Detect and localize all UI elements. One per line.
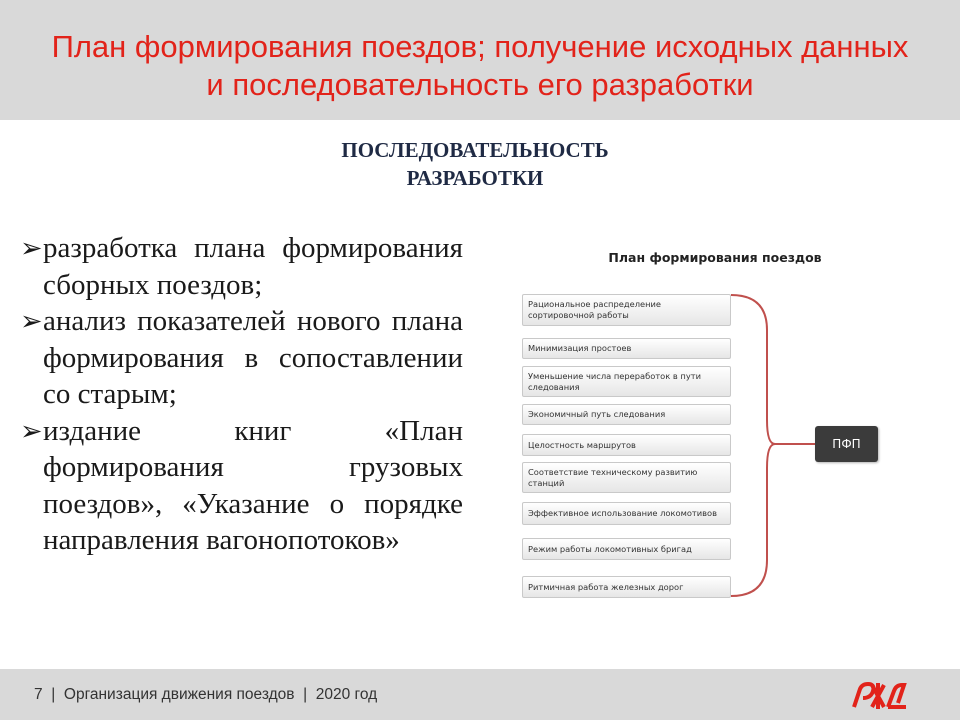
- footer-year: 2020 год: [315, 686, 378, 703]
- page-number: 7: [34, 686, 43, 703]
- bullet-item: [20, 413, 463, 559]
- slide-title: План формирования поездов; получение исходных данных и последовательность его разработки: [51, 29, 909, 102]
- bullet-text: разработка плана формирования сборных поездов;: [43, 232, 463, 301]
- footer-band: [0, 669, 960, 720]
- pfp-box: ПФП: [815, 426, 878, 462]
- bullet-text: издание книг «План формирования грузовых поездов», «Указание о порядке направления вагонопотоков»: [43, 414, 463, 556]
- arrow-bullet-icon: ➢: [20, 306, 43, 336]
- bullet-text: анализ показателей нового плана формирования в сопоставлении со старым;: [43, 305, 463, 410]
- bullet-item: [20, 303, 463, 413]
- diagram-title: План формирования поездов: [608, 250, 822, 265]
- header-band: [0, 0, 960, 120]
- section-subtitle: ПОСЛЕДОВАТЕЛЬНОСТЬ РАЗРАБОТКИ: [341, 138, 609, 190]
- pfp-diagram: [505, 240, 925, 620]
- footer-course: Организация движения поездов: [63, 686, 295, 703]
- bullet-list: [20, 230, 463, 559]
- diagram-item: Рациональное распределение сортировочной работы: [522, 294, 731, 326]
- diagram-item: Соответствие техническому развитию станций: [522, 462, 731, 493]
- diagram-item: Целостность маршрутов: [522, 434, 731, 456]
- diagram-item: Экономичный путь следования: [522, 404, 731, 425]
- bullet-item: [20, 230, 463, 303]
- diagram-item: Минимизация простоев: [522, 338, 731, 359]
- curly-bracket: [731, 295, 775, 596]
- arrow-bullet-icon: ➢: [20, 415, 43, 446]
- diagram-item: Ритмичная работа железных дорог: [522, 576, 731, 598]
- diagram-item: Уменьшение числа переработок в пути следования: [522, 366, 731, 397]
- footer-text: 7 | Организация движения поездов | 2020 год: [34, 686, 378, 703]
- diagram-item: Эффективное использование локомотивов: [522, 502, 731, 525]
- rzd-logo-icon: [848, 679, 910, 713]
- arrow-bullet-icon: ➢: [20, 233, 43, 263]
- diagram-item: Режим работы локомотивных бригад: [522, 538, 731, 560]
